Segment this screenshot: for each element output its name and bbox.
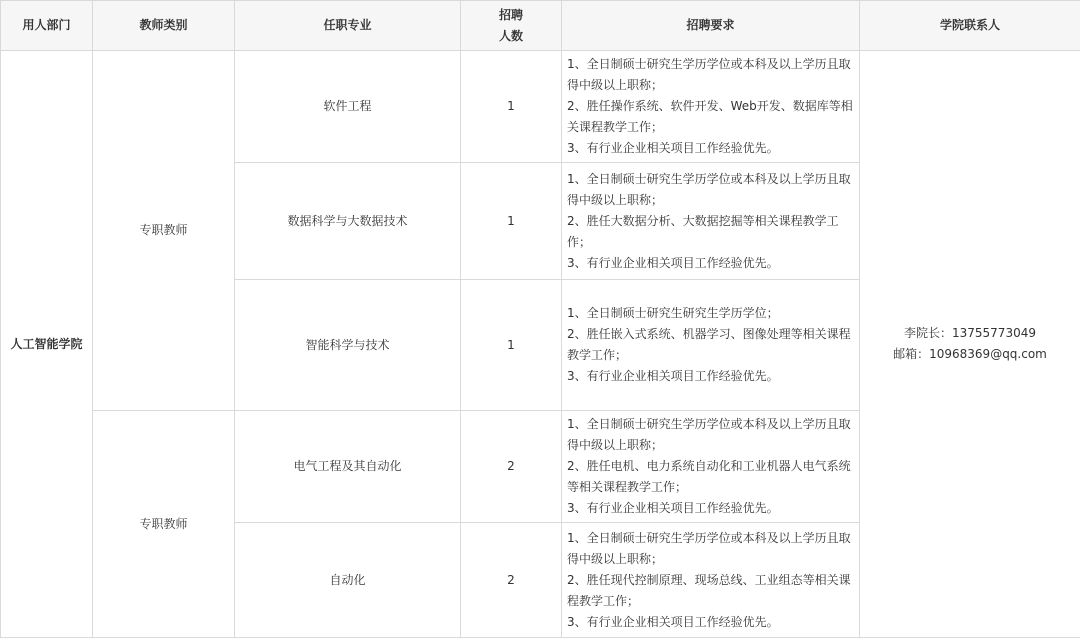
- requirement-line: 3、有行业企业相关项目工作经验优先。: [567, 138, 855, 159]
- major-cell: 自动化: [235, 523, 461, 638]
- header-requirements: 招聘要求: [562, 1, 860, 51]
- requirement-line: 1、全日制硕士研究生学历学位或本科及以上学历且取: [567, 528, 855, 549]
- header-teacher-type: 教师类别: [93, 1, 235, 51]
- count-cell: 1: [461, 280, 562, 411]
- requirement-line: 作；: [567, 232, 855, 253]
- requirements-cell: [562, 411, 860, 523]
- teacher-type-cell: 专职教师: [93, 51, 235, 411]
- requirement-line: 得中级以上职称；: [567, 549, 855, 570]
- requirement-line: 3、有行业企业相关项目工作经验优先。: [567, 612, 855, 633]
- department-cell: 人工智能学院: [1, 51, 93, 638]
- requirement-line: 2、胜任嵌入式系统、机器学习、图像处理等相关课程: [567, 324, 855, 345]
- requirement-line: 1、全日制硕士研究生学历学位或本科及以上学历且取: [567, 54, 855, 75]
- requirement-line: 2、胜任电机、电力系统自动化和工业机器人电气系统: [567, 456, 855, 477]
- header-contact: 学院联系人: [860, 1, 1080, 51]
- requirement-line: 3、有行业企业相关项目工作经验优先。: [567, 253, 855, 274]
- count-cell: 2: [461, 411, 562, 523]
- teacher-type-cell: 专职教师: [93, 411, 235, 638]
- requirement-line: 1、全日制硕士研究生学历学位或本科及以上学历且取: [567, 414, 855, 435]
- requirement-line: 2、胜任操作系统、软件开发、Web开发、数据库等相: [567, 96, 855, 117]
- count-cell: 2: [461, 523, 562, 638]
- major-cell: 软件工程: [235, 51, 461, 163]
- requirements-cell: [562, 280, 860, 411]
- requirement-line: 3、有行业企业相关项目工作经验优先。: [567, 498, 855, 519]
- header-count-line2: 人数: [461, 26, 561, 47]
- requirement-line: 得中级以上职称；: [567, 190, 855, 211]
- requirement-line: 2、胜任大数据分析、大数据挖掘等相关课程教学工: [567, 211, 855, 232]
- requirement-line: 1、全日制硕士研究生学历学位或本科及以上学历且取: [567, 169, 855, 190]
- requirement-line: 关课程教学工作；: [567, 117, 855, 138]
- header-row: [1, 1, 1080, 51]
- major-cell: 智能科学与技术: [235, 280, 461, 411]
- table-row: [1, 51, 1080, 163]
- requirement-line: 3、有行业企业相关项目工作经验优先。: [567, 366, 855, 387]
- requirements-cell: [562, 523, 860, 638]
- requirement-line: 程教学工作；: [567, 591, 855, 612]
- requirement-line: 教学工作；: [567, 345, 855, 366]
- count-cell: 1: [461, 163, 562, 280]
- requirement-line: 2、胜任现代控制原理、现场总线、工业组态等相关课: [567, 570, 855, 591]
- header-dept: 用人部门: [1, 1, 93, 51]
- header-count: [461, 1, 562, 51]
- requirement-line: 得中级以上职称；: [567, 435, 855, 456]
- requirements-cell: [562, 51, 860, 163]
- contact-email: 邮箱：10968369@qq.com: [860, 344, 1080, 365]
- header-major: 任职专业: [235, 1, 461, 51]
- requirement-line: 得中级以上职称；: [567, 75, 855, 96]
- requirements-cell: [562, 163, 860, 280]
- major-cell: 电气工程及其自动化: [235, 411, 461, 523]
- requirement-line: 1、全日制硕士研究生研究生学历学位；: [567, 303, 855, 324]
- requirement-line: 等相关课程教学工作；: [567, 477, 855, 498]
- contact-cell: [860, 51, 1080, 638]
- header-count-line1: 招聘: [461, 5, 561, 26]
- contact-person: 李院长：13755773049: [860, 323, 1080, 344]
- count-cell: 1: [461, 51, 562, 163]
- major-cell: 数据科学与大数据技术: [235, 163, 461, 280]
